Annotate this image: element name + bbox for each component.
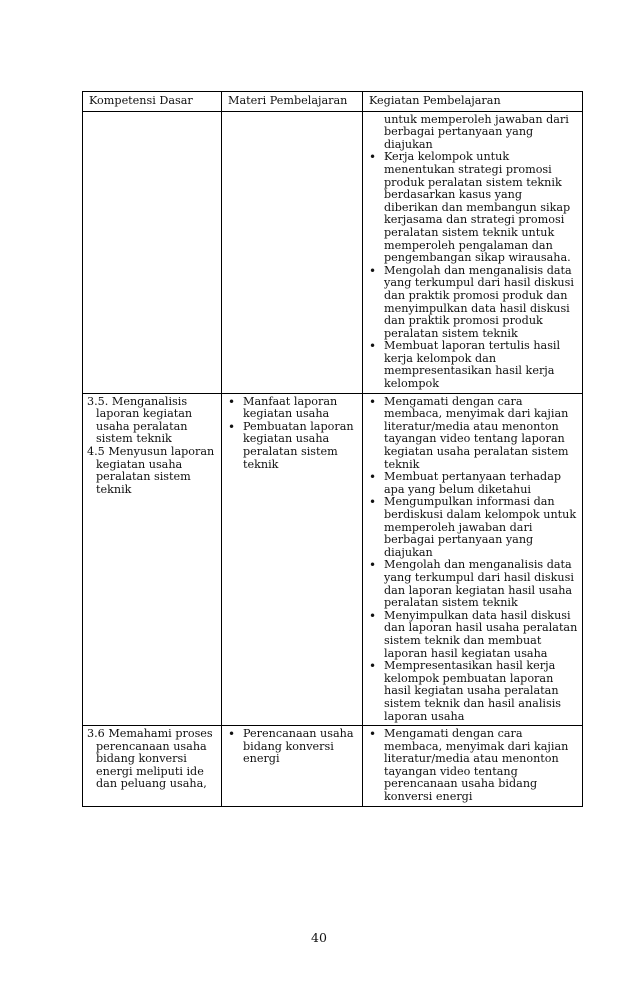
table-header-row [83, 92, 583, 112]
list-item: • Manfaat laporan kegiatan usaha [226, 396, 359, 421]
list-item: • Mengolah dan menganalisis data yang terkumpul dari hasil diskusi dan laporan kegiatan hasil usaha peralatan sistem teknik [367, 559, 579, 609]
cell-kegiatan [363, 726, 583, 807]
kegiatan-continuation: untuk memperoleh jawaban dari berbagai pertanyaan yang diajukan [384, 112, 569, 151]
header-materi-pembelajaran: Materi Pembelajaran [222, 92, 363, 112]
list-item: • Perencanaan usaha bidang konversi energi [226, 728, 359, 766]
cell-materi [222, 111, 363, 393]
table-row [83, 111, 583, 393]
list-item: • Mengamati dengan cara membaca, menyimak dari kajian literatur/media atau menonton tayangan video tentang laporan kegiatan usaha peralatan sistem teknik [367, 396, 579, 472]
cell-materi [222, 726, 363, 807]
cell-kompetensi [83, 111, 222, 393]
learning-table [82, 91, 583, 807]
list-item: • Membuat laporan tertulis hasil kerja kelompok dan mempresentasikan hasil kerja kelompok [367, 340, 579, 390]
header-kegiatan-pembelajaran: Kegiatan Pembelajaran [363, 92, 583, 112]
list-item: • Mengolah dan menganalisis data yang terkumpul dari hasil diskusi dan praktik promosi produk dan menyimpulkan data hasil diskusi dan praktik promosi produk peralatan sistem teknik [367, 265, 579, 341]
cell-kegiatan [363, 393, 583, 725]
list-item: • Mengamati dengan cara membaca, menyimak dari kajian literatur/media atau menonton tayangan video tentang perencanaan usaha bidang konversi energi [367, 728, 579, 804]
kompetensi-item: 3.6 Memahami proses perencanaan usaha bidang konversi energi meliputi ide dan peluang usaha, [87, 727, 213, 791]
header-kompetensi-dasar: Kompetensi Dasar [83, 92, 222, 112]
table-row [83, 393, 583, 725]
cell-kompetensi [83, 726, 222, 807]
list-item: • Menyimpulkan data hasil diskusi dan laporan hasil usaha peralatan sistem teknik dan membuat laporan hasil kegiatan usaha [367, 610, 579, 660]
kompetensi-item: 3.5. Menganalisis laporan kegiatan usaha peralatan sistem teknik [87, 394, 193, 446]
list-item: • Mempresentasikan hasil kerja kelompok pembuatan laporan hasil kegiatan usaha peralatan sistem teknik dan hasil analisis laporan usaha [367, 660, 579, 723]
list-item: • Mengumpulkan informasi dan berdiskusi dalam kelompok untuk memperoleh jawaban dari berbagai pertanyaan yang diajukan [367, 496, 579, 559]
cell-kegiatan [363, 111, 583, 393]
cell-materi [222, 393, 363, 725]
cell-kompetensi [83, 393, 222, 725]
list-item: • Kerja kelompok untuk menentukan strategi promosi produk peralatan sistem teknik berdasarkan kasus yang diberikan dan membangun sikap kerjasama dan strategi promosi peralatan sistem teknik untuk memperoleh pengalaman dan pengembangan sikap wirausaha. [367, 151, 579, 264]
kompetensi-item: 4.5 Menyusun laporan kegiatan usaha peralatan sistem teknik [87, 445, 215, 496]
list-item: • Membuat pertanyaan terhadap apa yang belum diketahui [367, 471, 579, 496]
list-item: • Pembuatan laporan kegiatan usaha peralatan sistem teknik [226, 421, 359, 471]
table-row [83, 726, 583, 807]
page-number: 40 [311, 930, 327, 945]
